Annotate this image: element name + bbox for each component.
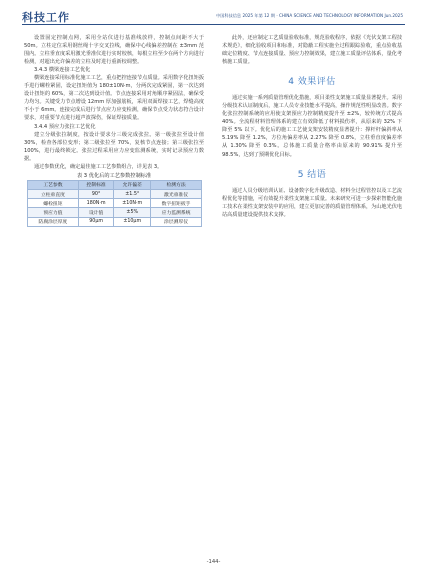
table-header-row: [28, 180, 202, 189]
table-header-cell: 允许偏差: [114, 180, 151, 189]
subheading-3-4-3: 3.4.3 横梁连接工艺优化: [34, 67, 91, 74]
table-cell: 180N·m: [78, 199, 114, 208]
table-cell: 激光垂准仪: [151, 189, 202, 198]
right-column: [222, 34, 402, 219]
header-divider: [22, 24, 405, 25]
journal-info: 中国科技信息 2025 年第 12 期 · CHINA SCIENCE AND TECHNOLOGY INFORMATION Jun.2025: [215, 13, 403, 18]
table-cell: ±10μm: [114, 217, 151, 226]
table-cell: 90μm: [78, 217, 114, 226]
paragraph-3-4-4: 建立分级张拉制度，按设计要求分三级完成张拉。第一级张拉至设计值 30%，检查各部位变形；第二级张拉至 70%，复核节点连接；第三级张拉至 100%，进行最终锁定。张拉过程采用应力应变监测系统，实时记录预应力数据。: [24, 131, 204, 162]
table-row: [28, 189, 202, 198]
table-cell: 90°: [78, 189, 114, 198]
page-number: -144-: [206, 559, 221, 565]
section-4-heading: 4 效果评估: [288, 77, 336, 88]
table-cell: 应力监测系统: [151, 208, 202, 217]
section-5-heading: 5 结语: [297, 169, 327, 180]
table-cell: ±10N·m: [114, 199, 151, 208]
left-column: [24, 34, 204, 227]
table-cell: 防腐涂层厚度: [28, 217, 79, 226]
section-brand: 科技工作: [22, 11, 70, 24]
table-cell: ±1.5°: [114, 189, 151, 198]
page-header: [0, 0, 427, 28]
table-cell: 涂层测厚仪: [151, 217, 202, 226]
table-row: [28, 208, 202, 217]
table-header-cell: 工艺参数: [28, 180, 79, 189]
conclusion-paragraph: 通过人员分级培训认证、设备数字化升级改造、材料全过程管控以及工艺流程优化等措施，可有效提升柔性支架施工质量。未来研究可进一步探索智能化施工技术在柔性支架安装中的应用，建立更加完善的质量管理体系，为山地光伏电站高质量建设提供技术支撑。: [222, 187, 402, 218]
inspection-paragraph: 此外，还应制定工艺质量验收标准，规范验收程序，依据《光伏支架工程技术规范》，细化验收项目和标准，对隐蔽工程实施全过程跟踪验收，重点验收基础定位精度、节点连接质量、预应力控制效果，建立施工质量评估体系，量化考核施工质量。: [222, 35, 402, 66]
table-cell: 数字扭矩扳手: [151, 199, 202, 208]
table-caption: 表 3 优化后的工艺参数控制标准: [76, 172, 152, 179]
effect-evaluation-paragraph: 通过实施一系列质量管理优化措施，项目柔性支架施工质量显著提升。采用分级技术认证制度后，施工人员专业技能水平提高，操作规范性明显改善。数字化张拉控制系统的应用使支架预应力控制精度提升至 ±2%，较传统方式提高 40%。全流程材料管理体系的建立有效降低了材料损伤率，从原来的 32% 下降至 5% 以下。优化后的施工工艺使支架安装精度显著提升：撑杆杆偏斜率从 5.19% 降至 1.2%，方位角偏差率从 2.27% 降至 0.8%，立柱垂直度偏差率从 1.30% 降至 0.3%。总体施工质量合格率由原来的 90.91% 提升至 98.5%，达到了预期优化目标。: [222, 95, 402, 158]
table-cell: 螺栓扭矩: [28, 199, 79, 208]
paragraph-3-4-3: 横梁连接采用标准化施工工艺，重点把控连接节点质量。采用数字化扭矩扳手进行螺栓紧固，设定扭矩值为 180±10N·m，分两次完成紧固，第一次达到设计扭矩的 60%，第二次达到设计值。节点连接采用对角顺序紧固法，确保受力均匀。关键受力节点增设 12mm 厚加强筋板，采用双面焊接工艺，焊缝高度不小于 6mm。连接完成后进行节点应力应变检测，确保节点受力状态符合设计要求，对重要节点进行超声波探伤，保证焊接质量。: [24, 75, 204, 122]
subheading-3-4-4: 3.4.4 预应力张拉工艺优化: [34, 123, 96, 130]
table-intro-paragraph: 通过参数优化，确定最佳施工工艺参数组合，详见表 3。: [34, 163, 163, 170]
intro-paragraph: 设置固定控制点网，采用全站仪进行基准线放样，控制点间距不大于 50m。立柱定位采用钢丝绳十字交叉拉线，确保中心线偏差控制在 ±3mm 范围内。立柱垂直度采用激光垂准仪进行实时校核，每根立柱至少在两个方向进行检测，对超出允许偏差的立柱及时进行重新校调整。: [24, 35, 204, 66]
table-row: [28, 199, 202, 208]
table-cell: ±5%: [114, 208, 151, 217]
process-parameter-table: [27, 180, 202, 227]
table-cell: 预应力值: [28, 208, 79, 217]
table-header-cell: 检测方法: [151, 180, 202, 189]
table-row: [28, 217, 202, 226]
table-header-cell: 控制标准: [78, 180, 114, 189]
table-cell: 立柱垂直度: [28, 189, 79, 198]
table-cell: 设计值: [78, 208, 114, 217]
